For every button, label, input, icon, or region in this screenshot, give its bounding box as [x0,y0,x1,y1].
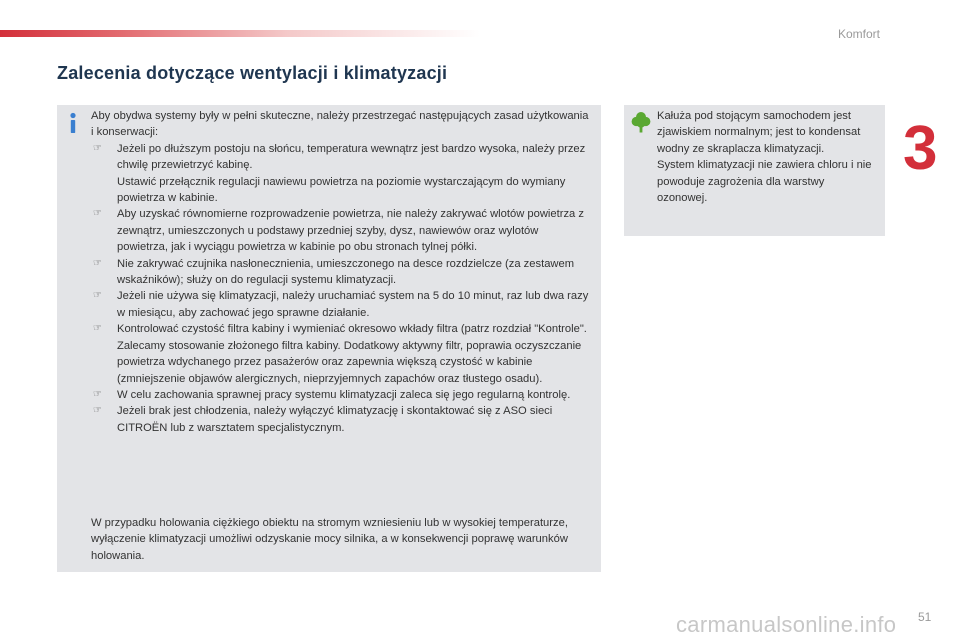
eco-box [624,105,885,236]
list-item [91,321,591,387]
towing-note: W przypadku holowania ciężkiego obiektu na stromym wzniesieniu lub w wysokiej temperaturze, wyłączenie klimatyzacji umożliwi odzyskanie mocy silnika, a w konsekwencji poprawę warunków holowania. [91,517,568,562]
tree-icon [631,111,651,133]
list-item [91,256,591,289]
top-accent-bar [0,30,480,37]
list-item [91,141,591,207]
arrow-bullet-icon: ☞ [93,257,102,269]
arrow-bullet-icon: ☞ [93,142,102,154]
list-item-text: Aby uzyskać równomierne rozprowadzenie powietrza, nie należy zakrywać wlotów powietrza z zewnątrz, umieszczonych u podstawy przedniej szyby, dysz, nawiewów oraz wylotów powietrza, jak i wyciągu powietrza w kabinie po obu stronach tylnej półki. [117,208,584,254]
arrow-bullet-icon: ☞ [93,388,102,400]
eco-paragraph-ozone: System klimatyzacji nie zawiera chloru i nie powoduje zagrożenia dla warstwy ozonowej. [657,159,872,205]
info-icon [66,112,80,134]
list-item-text: Jeżeli po dłuższym postoju na słońcu, temperatura wewnątrz jest bardzo wysoka, należy przez chwilę przewietrzyć kabinę. [117,142,586,172]
list-item-extra: Zalecamy stosowanie złożonego filtra kabiny. Dodatkowy aktywny filtr, poprawia oczyszczanie powietrza wdychanego przez pasażerów oraz zapewnia większą czystość w kabinie (zmniejszenie objawów alergicznych, nieprzyjemnych zapachów oraz tłustego osadu). [117,339,582,385]
arrow-bullet-icon: ☞ [93,208,102,220]
info-intro: Aby obydwa systemy były w pełni skuteczne, należy przestrzegać następujących zasad użytkowania i konserwacji: [91,110,589,139]
page-title: Zalecenia dotyczące wentylacji i klimatyzacji [57,63,448,83]
list-item-text: Kontrolować czystość filtra kabiny i wymieniać okresowo wkłady filtra (patrz rozdział "Kontrole". [117,323,587,336]
bullet-list [91,141,591,436]
list-item-text: Nie zakrywać czujnika nasłonecznienia, umieszczonego na desce rozdzielcze (za zestawem wskaźników); służy on do regulacji systemu klimatyzacji. [117,257,575,287]
list-item-text: W celu zachowania sprawnej pracy systemu klimatyzacji zaleca się jego regularną kontrolę. [117,388,571,401]
list-item [91,288,591,321]
info-box [57,105,601,572]
list-item-extra: Ustawić przełącznik regulacji nawiewu powietrza na poziomie wystarczającym do wymiany powietrza w kabinie. [117,175,566,205]
page-number: 51 [918,610,932,624]
list-item [91,387,591,403]
list-item-text: Jeżeli nie używa się klimatyzacji, należy uruchamiać system na 5 do 10 minut, raz lub dwa razy w miesiącu, aby zachować jego sprawne działanie. [117,290,589,319]
list-item [91,206,591,255]
section-label: Komfort [838,27,881,41]
arrow-bullet-icon: ☞ [93,405,102,417]
list-item [91,403,591,436]
arrow-bullet-icon: ☞ [93,323,102,335]
arrow-bullet-icon: ☞ [93,290,102,302]
list-item-text: Jeżeli brak jest chłodzenia, należy wyłączyć klimatyzację i skontaktować się z ASO sieci CITROËN lub z warsztatem specjalistycznym. [117,405,553,434]
watermark: carmanualsonline.info [676,612,897,637]
chapter-number: 3 [903,114,938,183]
eco-paragraph-condensate: Kałuża pod stojącym samochodem jest zjawiskiem normalnym; jest to kondensat wodny ze skraplacza klimatyzacji. [657,110,861,155]
